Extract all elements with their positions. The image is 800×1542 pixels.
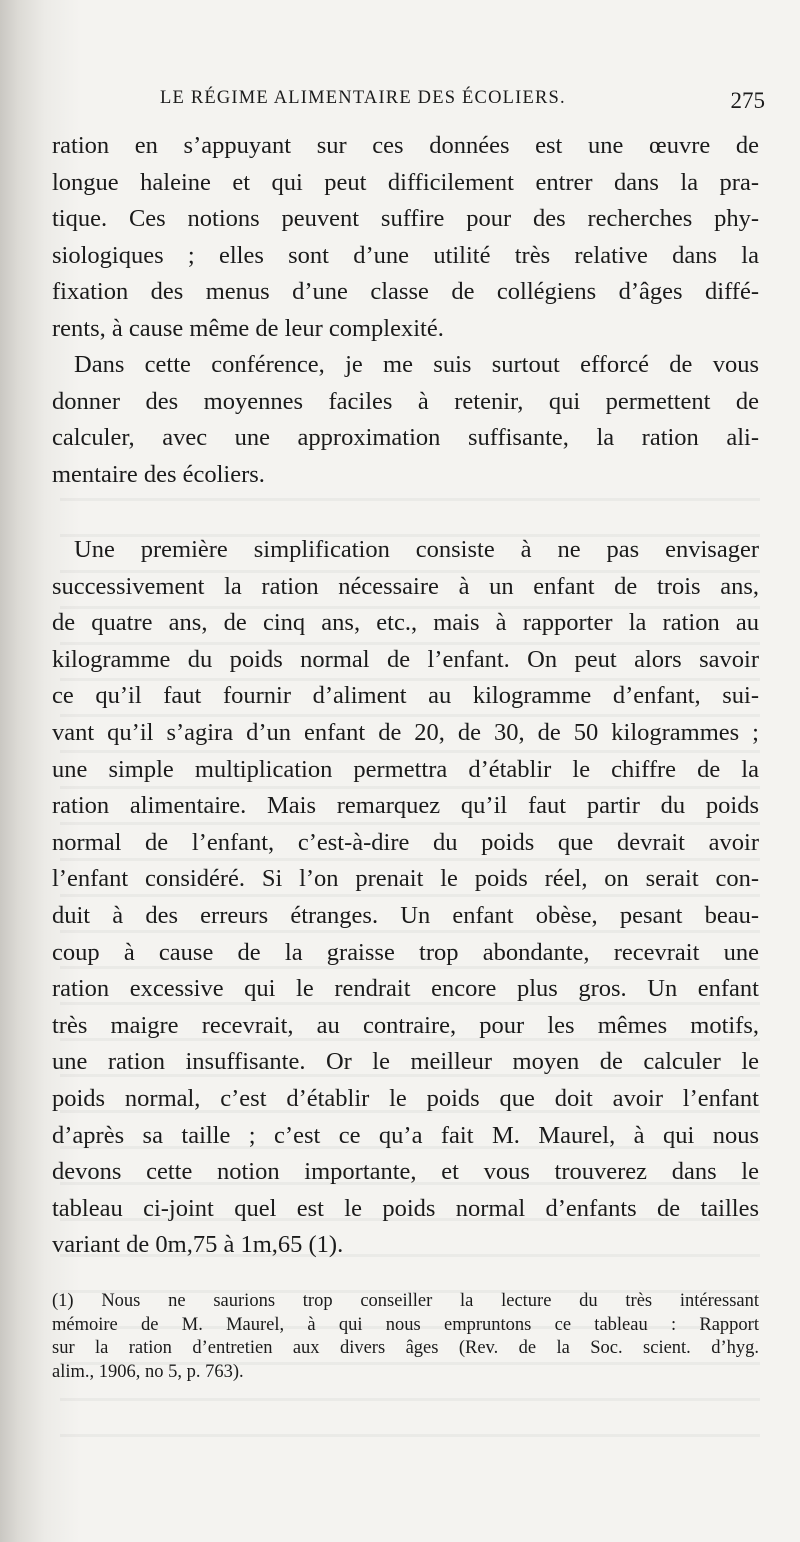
page-header [160, 88, 765, 122]
text-line: Dans cette conférence, je me suis surtout efforcé de vous [74, 351, 759, 378]
text-line: d’après sa taille ; c’est ce qu’a fait M. Maurel, à qui nous [52, 1121, 759, 1149]
text-line: donner des moyennes faciles à retenir, qui permettent de [52, 387, 759, 415]
text-line: ce qu’il faut fournir d’aliment au kilogramme d’enfant, sui- [52, 682, 759, 710]
paragraph-2 [52, 347, 759, 493]
text-line: coup à cause de la graisse trop abondante, recevrait une [52, 938, 759, 966]
text-line: tique. Ces notions peuvent suffire pour des recherches phy- [52, 205, 759, 233]
text-line: duit à des erreurs étranges. Un enfant obèse, pesant beau- [52, 901, 759, 929]
text-line: mentaire des écoliers. [52, 460, 265, 488]
text-line: poids normal, c’est d’établir le poids que doit avoir l’enfant [52, 1084, 759, 1112]
paragraph-3 [52, 532, 759, 1264]
text-line: devons cette notion importante, et vous trouverez dans le [52, 1158, 759, 1186]
footnote-line: alim., 1906, no 5, p. 763). [52, 1361, 244, 1382]
text-line: kilogramme du poids normal de l’enfant. On peut alors savoir [52, 645, 759, 673]
text-line: tableau ci-joint quel est le poids normal d’enfants de tailles [52, 1194, 759, 1222]
text-line: fixation des menus d’une classe de collégiens d’âges diffé- [52, 278, 759, 306]
text-line: Une première simplification consiste à ne pas envisager [74, 536, 759, 563]
text-line: l’enfant considéré. Si l’on prenait le poids réel, on serait con- [52, 865, 759, 893]
footnote [52, 1290, 759, 1384]
text-line: variant de 0m,75 à 1m,65 (1). [52, 1231, 344, 1259]
text-line: ration excessive qui le rendrait encore plus gros. Un enfant [52, 975, 759, 1003]
footnote-line: mémoire de M. Maurel, à qui nous empruntons ce tableau : Rapport [52, 1314, 759, 1335]
footnote-line: sur la ration d’entretien aux divers âges (Rev. de la Soc. scient. d’hyg. [52, 1338, 759, 1358]
text-line: longue haleine et qui peut difficilement entrer dans la pra- [52, 168, 759, 196]
footnote-line: (1) Nous ne saurions trop conseiller la lecture du très intéressant [52, 1291, 759, 1311]
text-line: ration en s’appuyant sur ces données est une œuvre de [52, 132, 759, 159]
paragraph-1 [52, 128, 759, 348]
text-line: rents, à cause même de leur complexité. [52, 314, 444, 342]
text-line: normal de l’enfant, c’est-à-dire du poids que devrait avoir [52, 828, 759, 856]
text-line: successivement la ration nécessaire à un enfant de trois ans, [52, 572, 759, 600]
running-title: LE RÉGIME ALIMENTAIRE DES ÉCOLIERS. [160, 88, 566, 108]
text-line: une ration insuffisante. Or le meilleur moyen de calculer le [52, 1048, 759, 1076]
text-line: de quatre ans, de cinq ans, etc., mais à rapporter la ration au [52, 609, 759, 637]
text-line: vant qu’il s’agira d’un enfant de 20, de 30, de 50 kilogrammes ; [52, 718, 759, 746]
text-line: une simple multiplication permettra d’établir le chiffre de la [52, 755, 759, 783]
text-line: siologiques ; elles sont d’une utilité très relative dans la [52, 241, 759, 269]
text-line: très maigre recevrait, au contraire, pour les mêmes motifs, [52, 1011, 759, 1039]
text-line: calculer, avec une approximation suffisante, la ration ali- [52, 424, 759, 452]
text-line: ration alimentaire. Mais remarquez qu’il faut partir du poids [52, 792, 759, 820]
page-number: 275 [730, 88, 765, 113]
